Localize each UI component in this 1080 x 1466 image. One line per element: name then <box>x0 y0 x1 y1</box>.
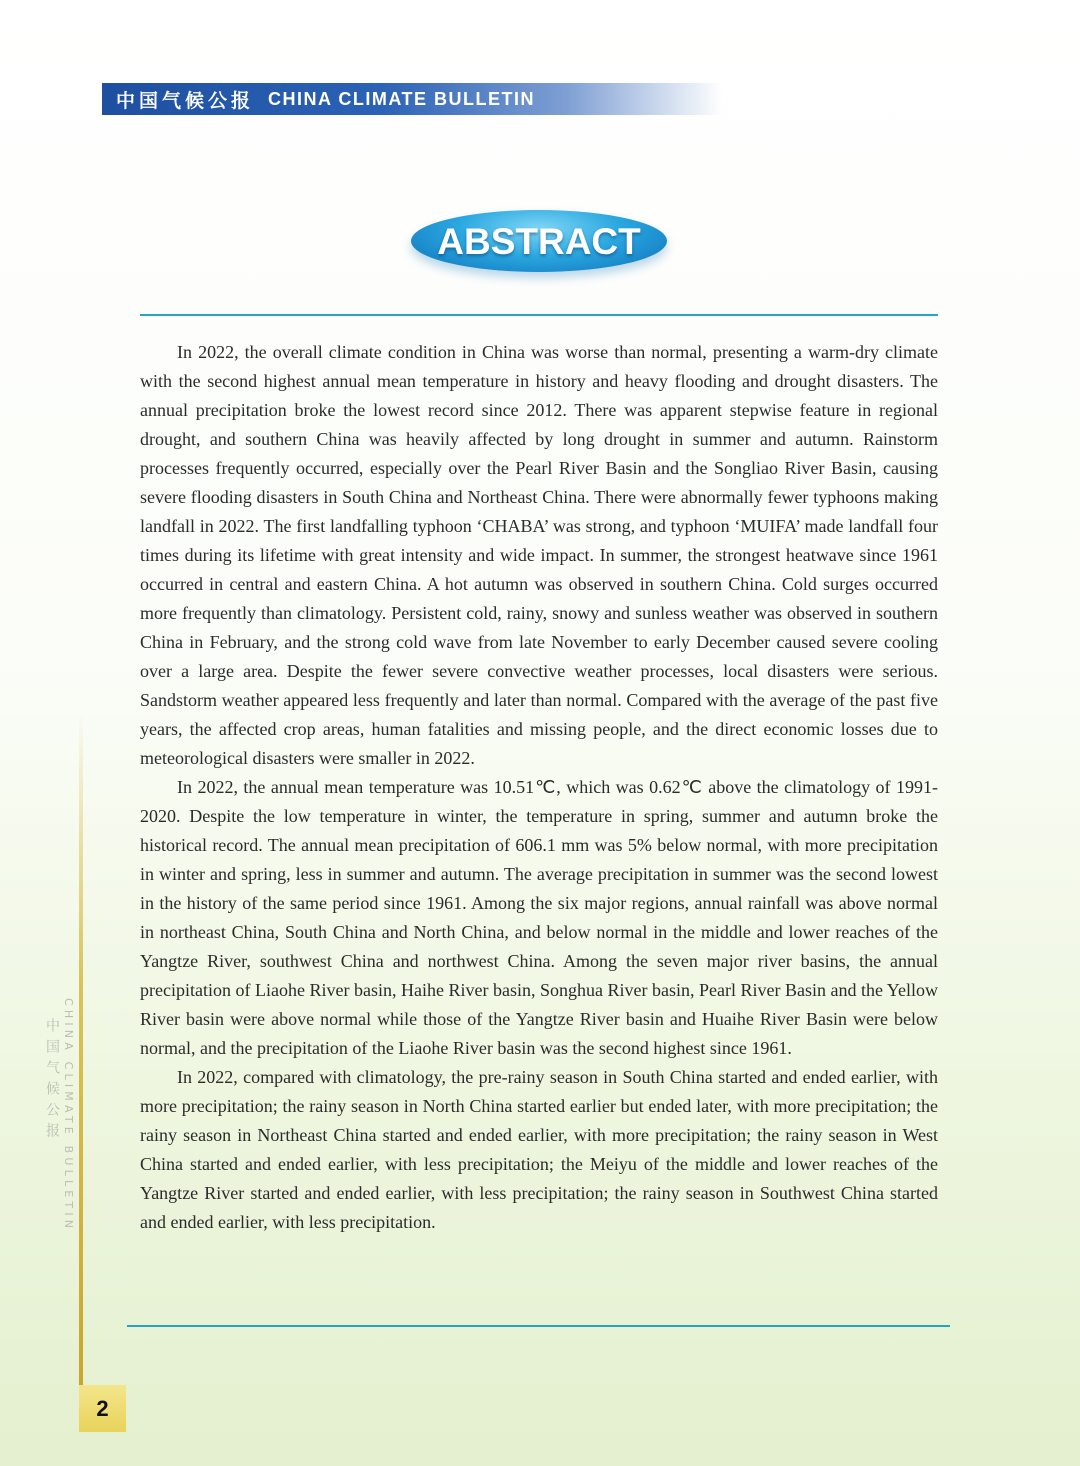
page-number-box <box>79 1385 126 1432</box>
bottom-divider <box>127 1325 950 1327</box>
side-label <box>44 998 75 1233</box>
page-number: 2 <box>96 1395 109 1421</box>
side-label-en: CHINA CLIMATE BULLETIN <box>62 998 75 1233</box>
abstract-body <box>140 338 938 1237</box>
side-label-zh: 中国气候公报 <box>44 1018 60 1144</box>
header-title-zh: 中国气候公报 <box>116 89 255 112</box>
paragraph-3: In 2022, compared with climatology, the pre-rainy season in South China started and ended earlier, with more precipitation; the rainy season in North China started earlier but ended later, with more precipitation; the rainy season in Northeast China started and ended earlier, with more precipitation; the rainy season in West China started and ended earlier, with less precipitation; the Meiyu of the middle and lower reaches of the Yangtze River started and ended earlier, with less precipitation; the rainy season in Southwest China started and ended earlier, with less precipitation. <box>140 1067 938 1232</box>
paragraph-2: In 2022, the annual mean temperature was 10.51℃, which was 0.62℃ above the climatology of 1991-2020. Despite the low temperature in winter, the temperature in spring, summer and autumn broke the historical record. The annual mean precipitation of 606.1 mm was 5% below normal, with more precipitation in winter and spring, less in summer and autumn. The average precipitation in summer was the second lowest in the history of the same period since 1961. Among the six major regions, annual rainfall was above normal in northeast China, South China and North China, and below normal in the middle and lower reaches of the Yangtze River, southwest China and northwest China. Among the seven major river basins, the annual precipitation of Liaohe River basin, Haihe River basin, Songhua River basin, Pearl River Basin and the Yellow River basin were above normal while those of the Yangtze River basin and Huaihe River Basin were below normal, and the precipitation of the Liaohe River basin was the second highest since 1961. <box>140 777 938 1058</box>
abstract-badge <box>411 210 667 272</box>
paragraph-1: In 2022, the overall climate condition in China was worse than normal, presenting a warm-dry climate with the second highest annual mean temperature in history and heavy flooding and drought disasters. The annual precipitation broke the lowest record since 2012. There was apparent stepwise feature in regional drought, and southern China was heavily affected by long drought in summer and autumn. Rainstorm processes frequently occurred, especially over the Pearl River Basin and the Songliao River Basin, causing severe flooding disasters in South China and Northeast China. There were abnormally fewer typhoons making landfall in 2022. The first landfalling typhoon ‘CHABA’ was strong, and typhoon ‘MUIFA’ made landfall four times during its lifetime with great intensity and wide impact. In summer, the strongest heatwave since 1961 occurred in central and eastern China. A hot autumn was observed in southern China. Cold surges occurred more frequently than climatology. Persistent cold, rainy, snowy and sunless weather was observed in southern China in February, and the strong cold wave from late November to early December caused severe cooling over a large area. Despite the fewer severe convective weather processes, local disasters were serious. Sandstorm weather appeared less frequently and later than normal. Compared with the average of the past five years, the affected crop areas, human fatalities and missing people, and the direct economic losses due to meteorological disasters were smaller in 2022. <box>140 342 938 768</box>
top-divider <box>140 314 938 316</box>
header-title-en: CHINA CLIMATE BULLETIN <box>268 88 535 109</box>
section-title: ABSTRACT <box>437 220 641 262</box>
side-accent-line <box>79 712 83 1390</box>
header-band <box>102 83 722 115</box>
